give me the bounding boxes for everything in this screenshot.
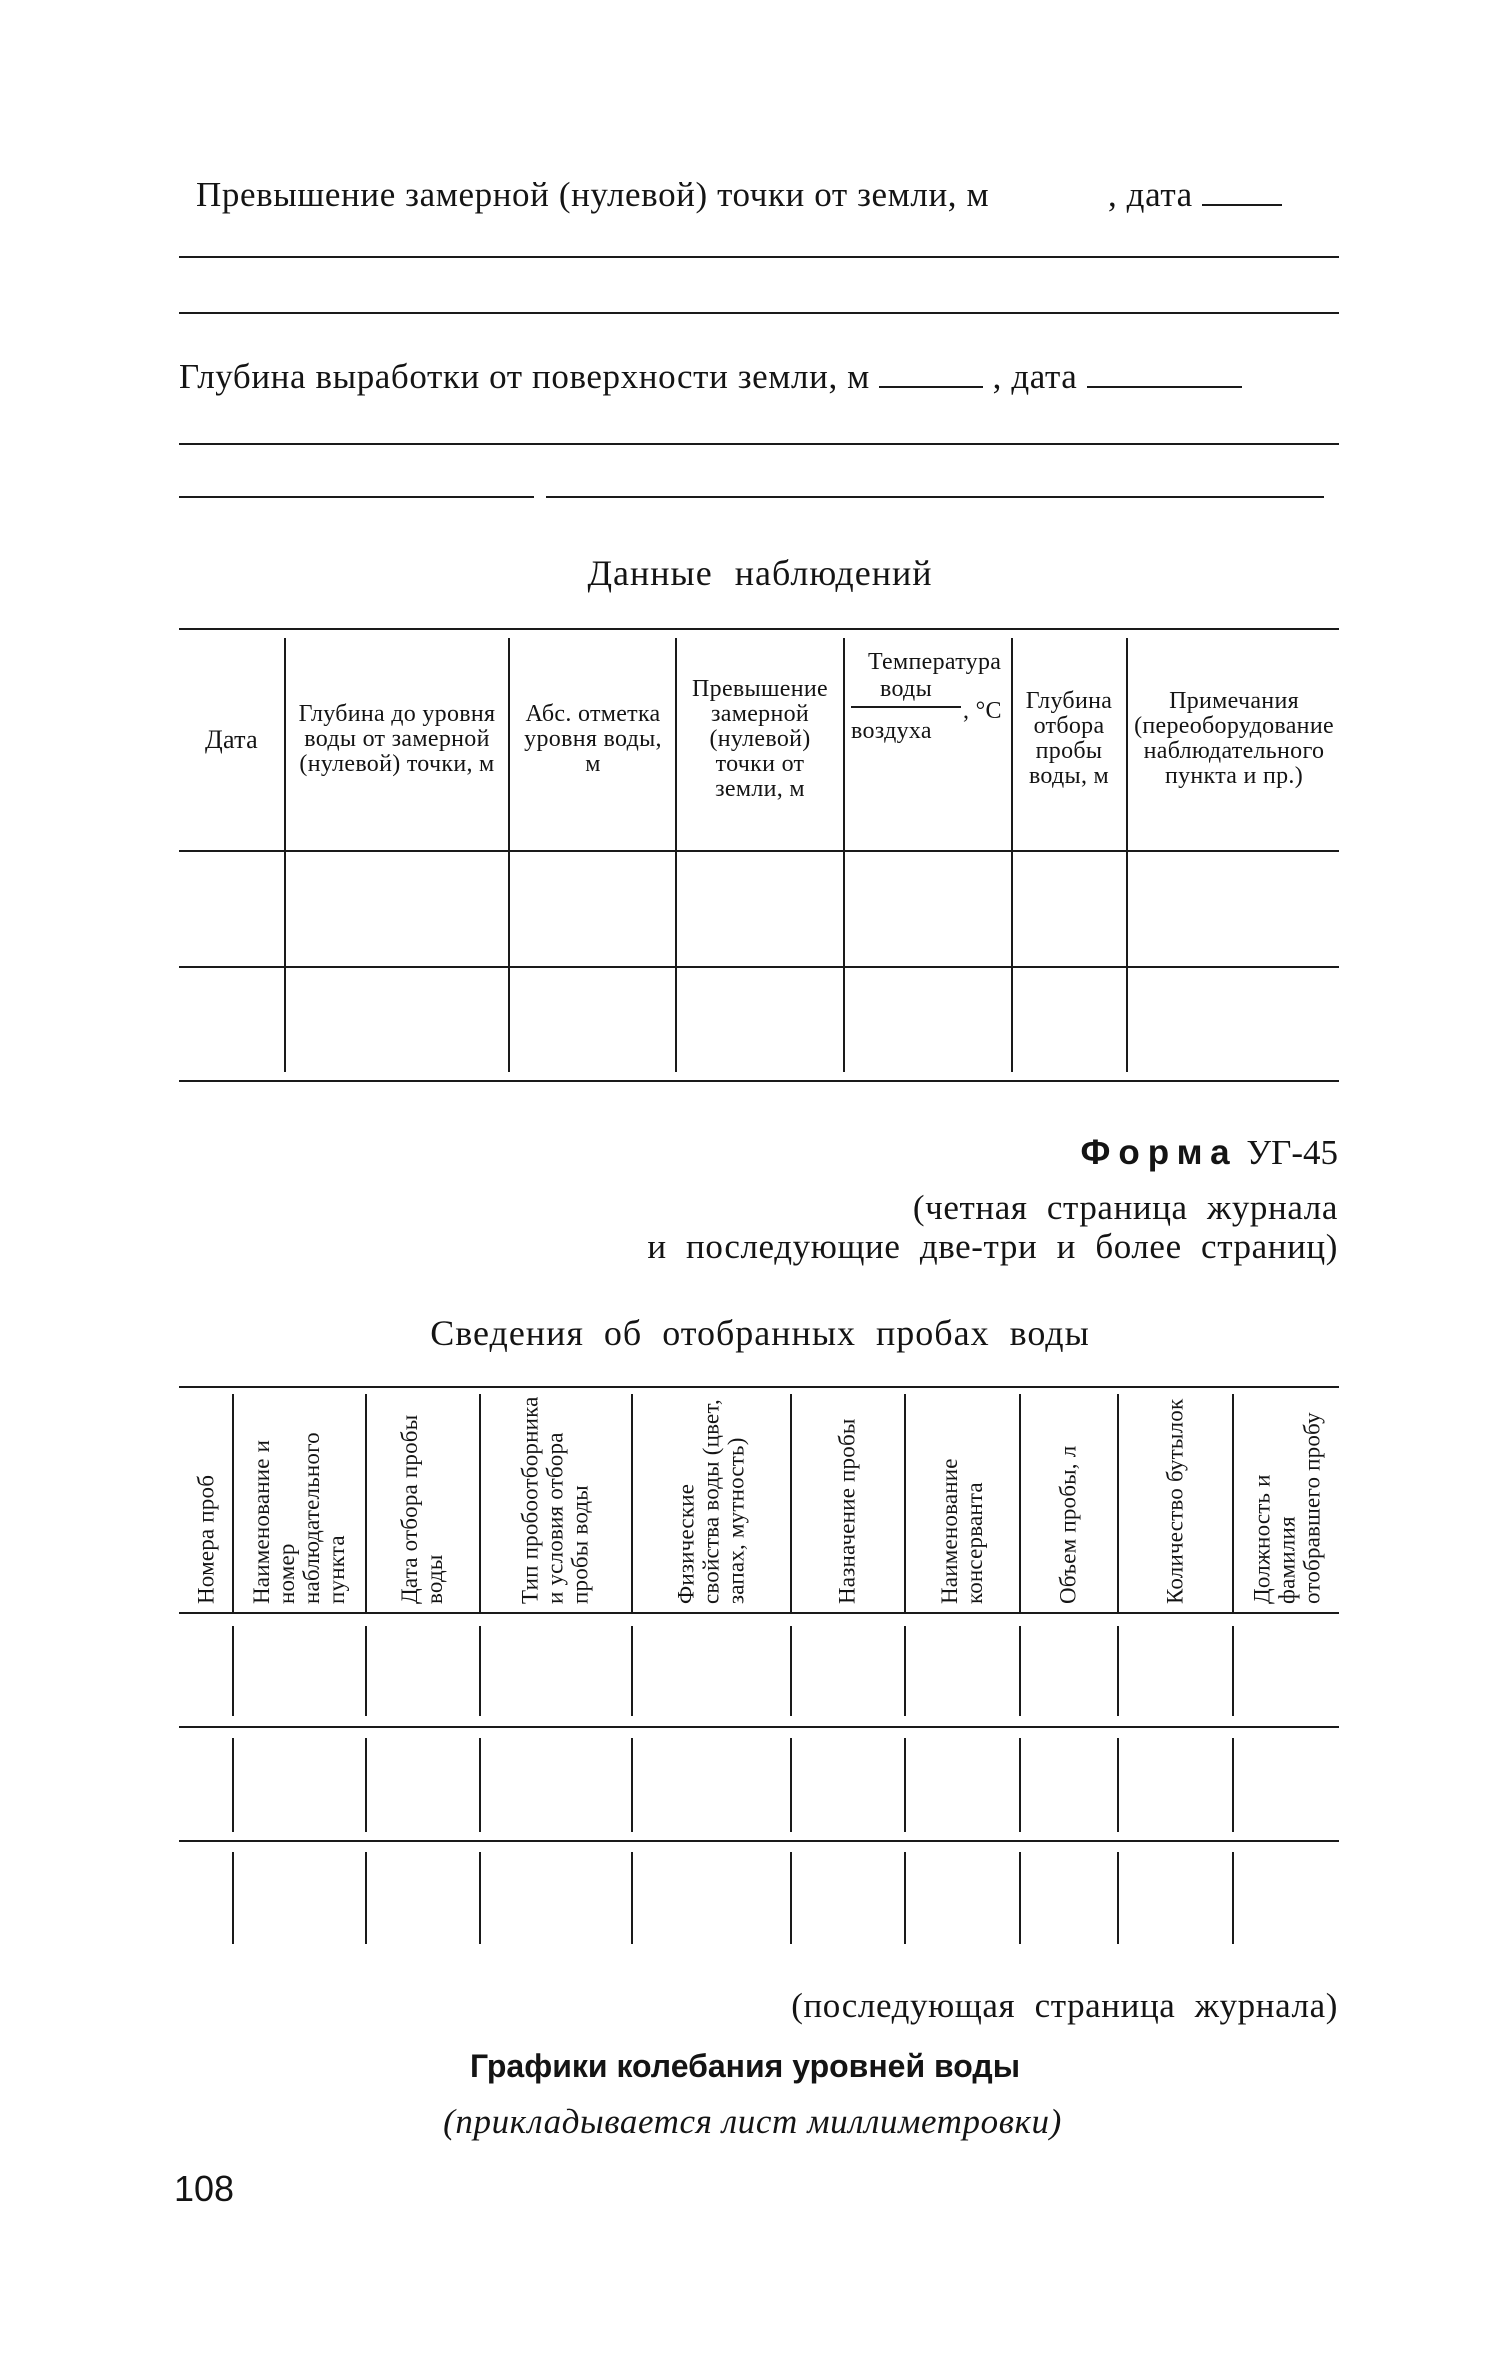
blank-line (179, 256, 1339, 258)
blank-line (179, 496, 534, 498)
blank-line (179, 443, 1339, 445)
elevation-label: Превышение замерной (нулевой) точки от земли, м (196, 175, 990, 214)
col-sampler-type: Тип пробоотборника и условия отбора пробы воды (517, 1396, 593, 1604)
form-note-line1: (четная страница журнала (912, 1188, 1338, 1227)
form-word: Форма (1080, 1133, 1238, 1172)
depth-date-field[interactable] (1087, 356, 1242, 388)
col-abs-mark: Абс. отметка уровня воды, м (524, 700, 662, 777)
col-sampler-name: Должность и фамилия отобравшего пробу (1249, 1412, 1324, 1604)
depth-value-field[interactable] (879, 356, 983, 388)
col-preservative: Наименование консерванта (936, 1458, 987, 1604)
observations-title: Данные наблюдений (587, 553, 933, 593)
charts-subtitle: (прикладывается лист миллиметровки) (443, 2102, 1062, 2141)
form-note-line2: и последующие две-три и более страниц) (647, 1227, 1338, 1266)
elevation-date-field[interactable] (1202, 174, 1282, 206)
depth-date-label: , дата (992, 357, 1078, 396)
temp-air-label: воздуха (851, 718, 932, 744)
next-page-note: (последующая страница журнала) (791, 1986, 1338, 2025)
temperature-label: Температура (868, 649, 1002, 675)
elevation-date-label: , дата (1107, 175, 1193, 214)
elevation-line (196, 174, 1282, 215)
col-sample-depth: Глубина отбора пробы воды, м (1025, 688, 1113, 789)
col-sample-date: Дата отбора пробы воды (397, 1414, 447, 1604)
col-notes: Примечания (переоборудование наблюдательного пункта и пр.) (1134, 688, 1334, 789)
form-label (1000, 1133, 1338, 1173)
col-physical-properties: Физические свойства воды (цвет, запах, мутность) (673, 1399, 748, 1604)
charts-title: Графики колебания уровней воды (469, 2048, 1021, 2084)
page-number: 108 (174, 2168, 235, 2209)
depth-line (179, 356, 1242, 397)
samples-table (179, 1386, 1339, 1956)
col-elevation: Превышение замерной (нулевой) точки от земли, м (692, 675, 828, 802)
col-bottle-count: Количество бутылок (1162, 1398, 1187, 1604)
col-sample-numbers: Номера проб (193, 1474, 218, 1604)
samples-title: Сведения об отобранных пробах воды (430, 1313, 1090, 1353)
col-date: Дата (204, 724, 259, 754)
col-point-name: Наименование и номер наблюдательного пункта (249, 1432, 349, 1604)
col-water-depth: Глубина до уровня воды от замерной (нулевой) точки, м (298, 700, 496, 777)
temp-water-label: воды (851, 677, 961, 708)
temp-unit-label: , °С (963, 698, 1002, 724)
col-temperature (847, 650, 1009, 840)
depth-label: Глубина выработки от поверхности земли, м (179, 357, 870, 396)
form-code: УГ-45 (1246, 1133, 1338, 1172)
col-sample-volume: Объем пробы, л (1055, 1445, 1081, 1604)
col-sample-purpose: Назначение пробы (834, 1418, 860, 1604)
blank-line (179, 312, 1339, 314)
blank-line (546, 496, 1324, 498)
observations-table (179, 628, 1339, 1083)
